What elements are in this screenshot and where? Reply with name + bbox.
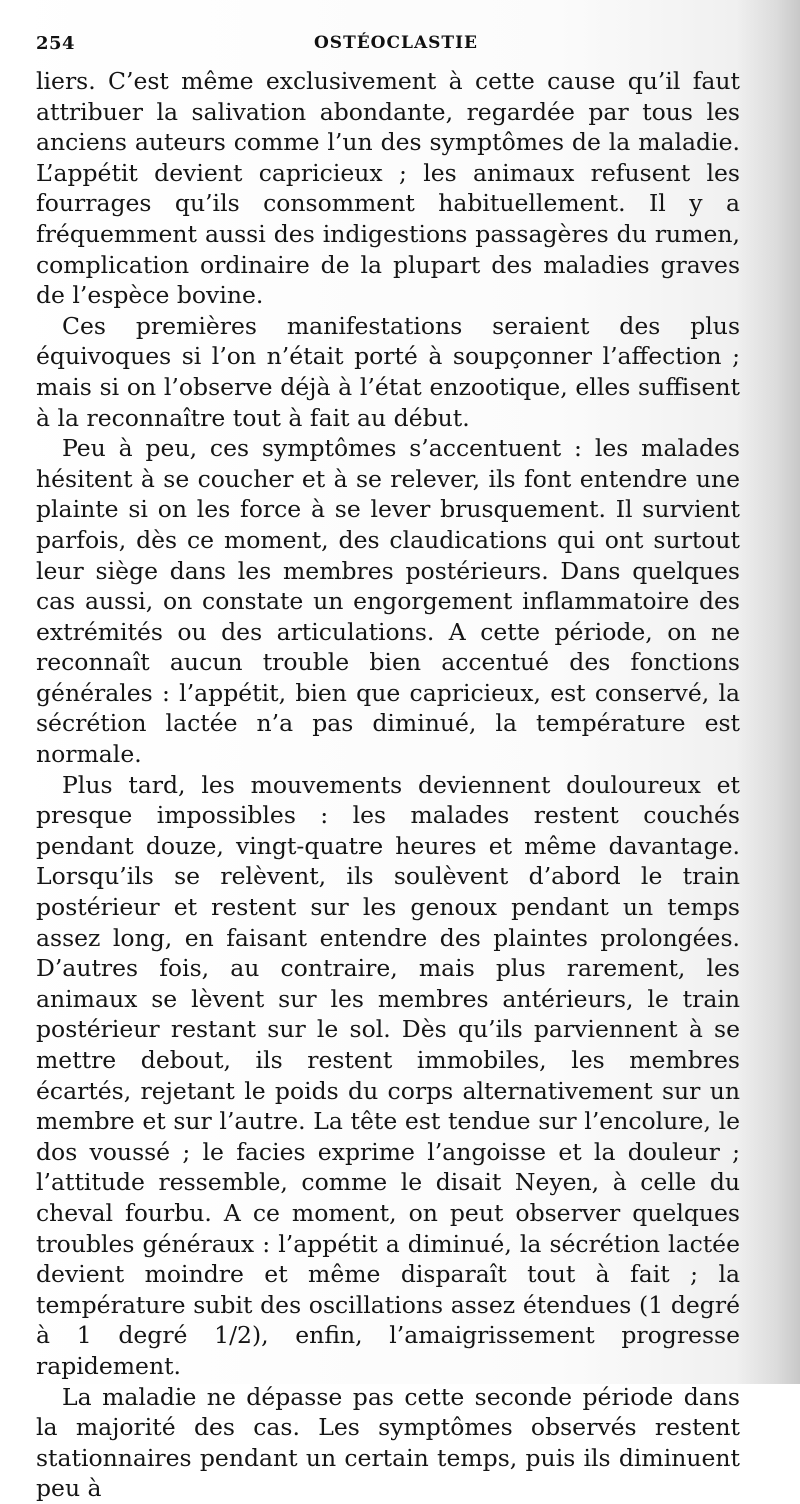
page-header [36, 30, 756, 60]
paragraph: Ces premières manifestations seraient des plus équivoques si l’on n’était porté à soupçonner l’affection ; mais si on l’observe déjà à l’état enzootique, elles suffisent à la reconnaître tout à fait au début. [36, 311, 740, 432]
paragraph: La maladie ne dépasse pas cette seconde période dans la majorité des cas. Les symptômes observés restent stationnaires pendant un certain temps, puis ils diminuent peu à [36, 1382, 740, 1503]
running-title: OSTÉOCLASTIE [313, 33, 478, 53]
paragraph: Plus tard, les mouvements deviennent douloureux et presque impossibles : les malades restent couchés pendant douze, vingt-quatre heures et même davantage. Lorsqu’ils se relèvent, ils soulèvent d’abord le train postérieur et restent sur les genoux pendant un temps assez long, en faisant entendre des plaintes prolongées. D’autres fois, au contraire, mais plus rarement, les animaux se lèvent sur les membres antérieurs, le train postérieur restant sur le sol. Dès qu’ils parviennent à se mettre debout, ils restent immobiles, les membres écartés, rejetant le poids du corps alternativement sur un membre et sur l’autre. La tête est tendue sur l’encolure, le dos voussé ; le facies exprime l’angoisse et la douleur ; l’attitude ressemble, comme le disait Neyen, à celle du cheval fourbu. A ce moment, on peut observer quelques troubles généraux : l’appétit a diminué, la sécrétion lactée devient moindre et même disparaît tout à fait ; la température subit des oscillations assez étendues (1 degré à 1 degré 1/2), enfin, l’amaigrissement progresse rapidement. [36, 770, 740, 1380]
paragraph-continued: liers. C’est même exclusivement à cette cause qu’il faut attribuer la salivation abondante, regardée par tous les anciens auteurs comme l’un des symptômes de la maladie. L’appétit devient capricieux ; les animaux refusent les fourrages qu’ils consomment habituellement. Il y a fréquemment aussi des indigestions passagères du rumen, complication ordinaire de la plupart des maladies graves de l’espèce bovine. [36, 67, 740, 310]
body-text [36, 66, 740, 1504]
paragraph: Peu à peu, ces symptômes s’accentuent : les malades hésitent à se coucher et à se relever, ils font entendre une plainte si on les force à se lever brusquement. Il survient parfois, dès ce moment, des claudications qui ont surtout leur siège dans les membres postérieurs. Dans quelques cas aussi, on constate un engorgement inflammatoire des extrémités ou des articulations. A cette période, on ne reconnaît aucun trouble bien accentué des fonctions générales : l’appétit, bien que capricieux, est conservé, la sécrétion lactée n’a pas diminué, la température est normale. [36, 434, 740, 769]
page-number: 254 [36, 33, 76, 54]
